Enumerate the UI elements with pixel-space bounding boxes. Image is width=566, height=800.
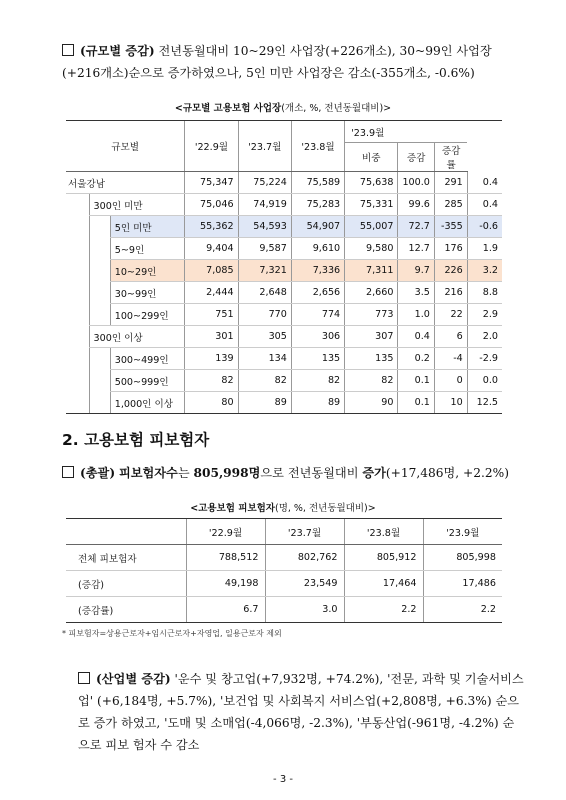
cell: 75,331 (345, 194, 398, 216)
checkbox-bullet-icon (78, 672, 90, 684)
row-label: (증감) (66, 571, 186, 597)
table-row (66, 545, 502, 571)
cell: 6 (434, 326, 467, 348)
cell: 2,656 (291, 282, 344, 304)
caption-bold: <규모별 고용보험 사업장 (174, 103, 282, 114)
row-label: 1,000인 이상 (110, 392, 185, 414)
cell: 75,638 (345, 172, 398, 194)
row-label: 5~9인 (110, 238, 185, 260)
paragraph-text: 으로 전년동월대비 (260, 466, 363, 480)
cell: 9,404 (185, 238, 238, 260)
cell: 0.1 (398, 392, 434, 414)
table1-header-row (66, 121, 502, 143)
table-row (66, 238, 502, 260)
cell: 3.5 (398, 282, 434, 304)
checkbox-bullet-icon (62, 466, 74, 478)
cell: 306 (291, 326, 344, 348)
cell: 301 (185, 326, 238, 348)
cell: 6.7 (186, 597, 265, 623)
header-col: '23.7월 (238, 121, 291, 172)
cell: 216 (434, 282, 467, 304)
cell: 770 (238, 304, 291, 326)
table-row (66, 392, 502, 414)
paragraph-label: (산업별 증감) (96, 672, 171, 686)
cell: 805,998 (423, 545, 502, 571)
table-row (66, 260, 502, 282)
cell: 75,347 (185, 172, 238, 194)
cell: 135 (345, 348, 398, 370)
cell: 75,283 (291, 194, 344, 216)
cell: 100.0 (398, 172, 434, 194)
cell: 12.5 (467, 392, 502, 414)
cell: 773 (345, 304, 398, 326)
cell: 226 (434, 260, 467, 282)
header-col: '23.8월 (291, 121, 344, 172)
paragraph-label: (규모별 증감) (80, 44, 155, 58)
cell: -355 (434, 216, 467, 238)
cell: 10 (434, 392, 467, 414)
industry-change-paragraph (78, 668, 524, 756)
table-row (66, 370, 502, 392)
table2-caption (0, 500, 566, 514)
row-label: 서울강남 (66, 172, 185, 194)
cell: 90 (345, 392, 398, 414)
cell: 75,046 (185, 194, 238, 216)
paragraph-subject: 피보험자수 (118, 466, 178, 480)
insured-persons-table (66, 518, 502, 623)
row-label: (증감률) (66, 597, 186, 623)
cell: 9,610 (291, 238, 344, 260)
cell: 1.9 (467, 238, 502, 260)
cell: 135 (291, 348, 344, 370)
cell: 8.8 (467, 282, 502, 304)
change-value: (+17,486명, +2.2%) (385, 466, 509, 480)
row-label: 10~29인 (110, 260, 185, 282)
cell: 55,362 (185, 216, 238, 238)
table-row (66, 326, 502, 348)
table-row (66, 597, 502, 623)
cell: 1.0 (398, 304, 434, 326)
row-label: 300인 미만 (89, 194, 185, 216)
cell: 2.2 (344, 597, 423, 623)
cell: 9,580 (345, 238, 398, 260)
caption-rest: (명, %, 전년동월대비)> (274, 503, 376, 514)
cell: 788,512 (186, 545, 265, 571)
cell: 774 (291, 304, 344, 326)
cell: 99.6 (398, 194, 434, 216)
header-col: '23.9월 (423, 519, 502, 545)
table-row (66, 216, 502, 238)
cell: 49,198 (186, 571, 265, 597)
cell: 7,336 (291, 260, 344, 282)
subheader-rate: 증감률 (434, 143, 467, 172)
cell: -4 (434, 348, 467, 370)
cell: 0.1 (398, 370, 434, 392)
cell: 9.7 (398, 260, 434, 282)
change-word: 증가 (362, 466, 386, 480)
cell: 7,321 (238, 260, 291, 282)
cell: 2.2 (423, 597, 502, 623)
header-scale: 규모별 (66, 121, 185, 172)
cell: 802,762 (265, 545, 344, 571)
cell: 2.9 (467, 304, 502, 326)
cell: 17,486 (423, 571, 502, 597)
cell: 22 (434, 304, 467, 326)
cell: 2,648 (238, 282, 291, 304)
cell: 3.2 (467, 260, 502, 282)
cell: 0.0 (467, 370, 502, 392)
cell: 3.0 (265, 597, 344, 623)
insured-summary-paragraph (62, 462, 524, 484)
table2-header-row (66, 519, 502, 545)
table-row (66, 172, 502, 194)
cell: 305 (238, 326, 291, 348)
cell: 2.0 (467, 326, 502, 348)
row-label: 30~99인 (110, 282, 185, 304)
subheader-change: 증감 (398, 143, 434, 172)
paragraph-text: '운수 및 창고업(+7,932명, +74.2%), '전문, 과학 및 기술서비스업' (+6,184명, +5.7%), '보건업 및 사회복지 서비스업(+2,808명, +6.3%) 순으로 증가 하였고, '도매 및 소매업(-4,066명, -2.3%), '부동산업(-961명, -4.2%) 순으로 피보 험자 수 감소 (78, 672, 524, 752)
table-row (66, 282, 502, 304)
cell: -0.6 (467, 216, 502, 238)
cell: 134 (238, 348, 291, 370)
section-heading: 2. 고용보험 피보험자 (62, 431, 210, 449)
cell: 89 (238, 392, 291, 414)
caption-rest: (개소, %, 전년동월대비)> (281, 103, 392, 114)
paragraph-text: 전년동월대비 10~29인 사업장(+226개소), 30~99인 사업장 (+216개소)순으로 증가하였으나, 5인 미만 사업장은 감소(-355개소, -0.6%) (62, 44, 492, 80)
cell: 7,085 (185, 260, 238, 282)
cell: 0.4 (398, 326, 434, 348)
cell: 307 (345, 326, 398, 348)
workplaces-by-size-table (66, 120, 502, 414)
header-col: '22.9월 (186, 519, 265, 545)
cell: 0 (434, 370, 467, 392)
cell: 176 (434, 238, 467, 260)
header-col: '23.7월 (265, 519, 344, 545)
header-col: '23.9월 (345, 121, 468, 143)
cell: 12.7 (398, 238, 434, 260)
cell: 82 (185, 370, 238, 392)
insured-total-value: 805,998명 (193, 466, 261, 480)
page-number: - 3 - (273, 774, 293, 785)
cell: -2.9 (467, 348, 502, 370)
row-label: 전체 피보험자 (66, 545, 186, 571)
table1-caption (0, 100, 566, 114)
cell: 0.2 (398, 348, 434, 370)
cell: 82 (291, 370, 344, 392)
cell: 82 (238, 370, 291, 392)
cell: 291 (434, 172, 467, 194)
checkbox-bullet-icon (62, 44, 74, 56)
cell: 9,587 (238, 238, 291, 260)
cell: 0.4 (467, 172, 502, 194)
table-row (66, 571, 502, 597)
cell: 17,464 (344, 571, 423, 597)
cell: 82 (345, 370, 398, 392)
row-label: 500~999인 (110, 370, 185, 392)
table-row (66, 348, 502, 370)
caption-bold: <고용보험 피보험자 (190, 503, 275, 514)
cell: 55,007 (345, 216, 398, 238)
paragraph-label: (총괄) (80, 466, 116, 480)
cell: 74,919 (238, 194, 291, 216)
row-label: 300인 이상 (89, 326, 185, 348)
cell: 80 (185, 392, 238, 414)
row-label: 300~499인 (110, 348, 185, 370)
cell: 54,907 (291, 216, 344, 238)
scale-change-paragraph (62, 40, 524, 84)
cell: 139 (185, 348, 238, 370)
cell: 2,660 (345, 282, 398, 304)
cell: 54,593 (238, 216, 291, 238)
cell: 75,224 (238, 172, 291, 194)
table-row (66, 194, 502, 216)
cell: 72.7 (398, 216, 434, 238)
row-label: 100~299인 (110, 304, 185, 326)
cell: 751 (185, 304, 238, 326)
cell: 75,589 (291, 172, 344, 194)
header-col: '23.8월 (344, 519, 423, 545)
cell: 805,912 (344, 545, 423, 571)
footnote: * 피보험자=상용근로자+임시근로자+자영업, 일용근로자 제외 (62, 629, 282, 638)
paragraph-text: 는 (177, 466, 194, 480)
cell: 23,549 (265, 571, 344, 597)
cell: 7,311 (345, 260, 398, 282)
cell: 285 (434, 194, 467, 216)
cell: 89 (291, 392, 344, 414)
cell: 0.4 (467, 194, 502, 216)
header-col: '22.9월 (185, 121, 238, 172)
row-label: 5인 미만 (110, 216, 185, 238)
subheader-share: 비중 (345, 143, 398, 172)
table-row (66, 304, 502, 326)
cell: 2,444 (185, 282, 238, 304)
